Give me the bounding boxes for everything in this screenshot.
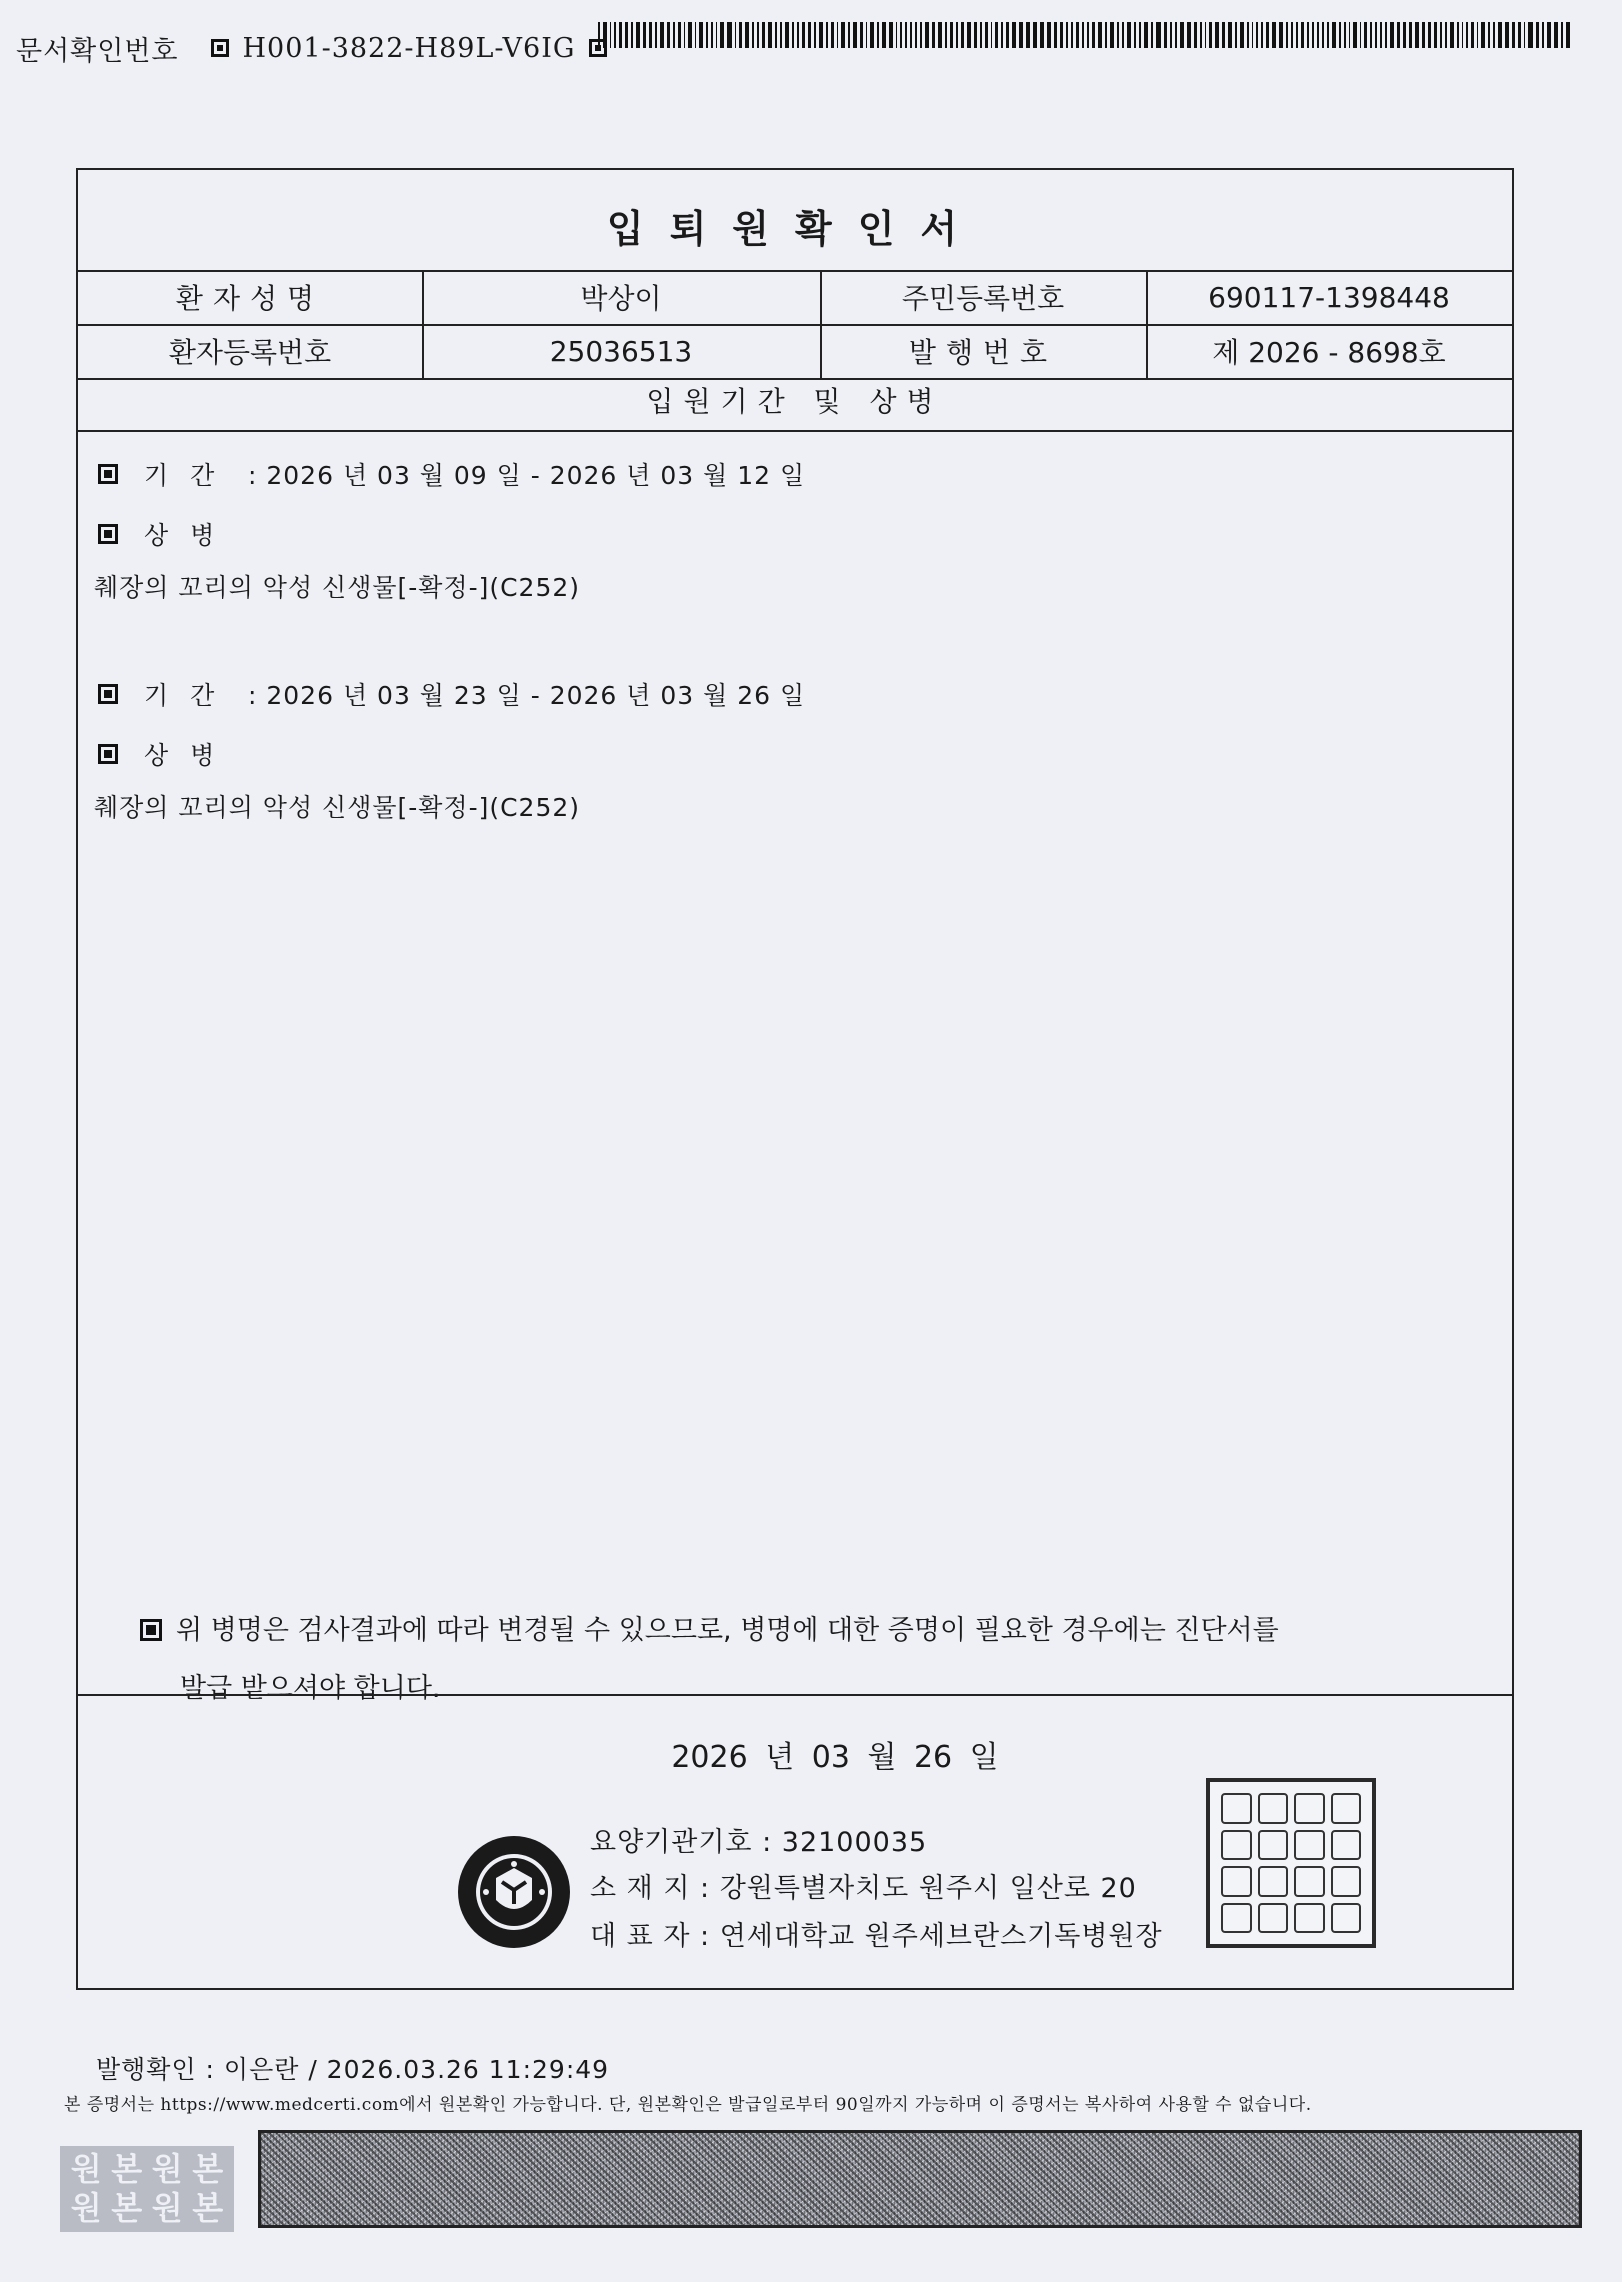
- barcode-bar: [910, 22, 912, 48]
- barcode-bar: [1144, 22, 1148, 48]
- barcode-bar: [1026, 22, 1030, 48]
- barcode-bar: [870, 22, 873, 48]
- seal-glyph: [1331, 1793, 1362, 1824]
- doc-check-number: H001-3822-H89L-V6IG: [242, 32, 576, 64]
- seal-glyph: [1331, 1866, 1362, 1897]
- barcode-bar: [848, 22, 850, 48]
- barcode-bar: [950, 22, 952, 48]
- barcode-bar: [1110, 22, 1114, 48]
- barcode-bar: [1360, 22, 1362, 48]
- period-label: 기간: [144, 461, 237, 490]
- barcode-bar: [735, 22, 737, 48]
- verification-note: 본 증명서는 https://www.medcerti.com에서 원본확인 가능합니다. 단, 원본확인은 발급일로부터 90일까지 가능하며 이 증명서는 복사하여 사용할 수 없습니다.: [64, 2095, 1312, 2115]
- barcode-bar: [1370, 22, 1372, 48]
- document-check-line: [16, 28, 621, 68]
- barcode-bar: [1209, 22, 1212, 48]
- barcode-bar: [1001, 22, 1003, 48]
- barcode-bar: [1493, 22, 1495, 48]
- patient-reg-label: 환자등록번호: [168, 336, 332, 369]
- stamp-char: 본: [111, 2189, 143, 2227]
- barcode-bar: [1317, 22, 1319, 48]
- barcode-bar: [826, 22, 828, 48]
- barcode-bar: [1547, 22, 1551, 48]
- barcode-bar: [1279, 22, 1283, 48]
- barcode-bar: [853, 22, 857, 48]
- barcode-bar: [619, 22, 621, 48]
- barcode-bar: [660, 22, 664, 48]
- barcode-bar: [956, 22, 958, 48]
- square-bullet-icon: [98, 744, 118, 764]
- barcode-bar: [889, 22, 892, 48]
- barcode-bar: [1505, 22, 1509, 48]
- barcode-bar: [1415, 22, 1419, 48]
- barcode-bar: [1122, 22, 1124, 48]
- barcode-bar: [1445, 22, 1447, 48]
- barcode-bar: [1098, 22, 1101, 48]
- barcode-bar: [860, 22, 862, 48]
- barcode-bar: [819, 22, 823, 48]
- barcode-bar: [636, 22, 640, 48]
- barcode-bar: [1390, 22, 1394, 48]
- barcode-bar: [699, 22, 702, 48]
- document-title: 입퇴원확인서: [606, 207, 984, 251]
- diagnosis-label: 상병: [144, 521, 237, 550]
- barcode-bar: [1194, 22, 1196, 48]
- seal-glyph: [1221, 1866, 1252, 1897]
- barcode-bar: [920, 22, 922, 48]
- square-bullet-icon: [98, 464, 118, 484]
- barcode-bar: [625, 22, 628, 48]
- barcode-bar: [678, 22, 680, 48]
- patient-reg: 25036513: [549, 334, 693, 368]
- issue-number: 제 2026 - 8698호: [1212, 336, 1446, 369]
- barcode-bar: [1076, 22, 1078, 48]
- barcode-bar: [1252, 22, 1254, 48]
- notice-line-1: 위 병명은 검사결과에 따라 변경될 수 있으므로, 병명에 대한 증명이 필요한 경우에는 진단서를: [176, 1615, 1279, 1646]
- barcode-bar: [985, 22, 987, 48]
- representative-label: 대 표 자 :: [590, 1921, 711, 1952]
- address-label: 소 재 지 :: [590, 1873, 711, 1904]
- square-bullet-icon: [211, 39, 229, 57]
- barcode-bar: [1256, 22, 1258, 48]
- barcode-bar: [1512, 22, 1515, 48]
- seal-glyph: [1221, 1793, 1252, 1824]
- barcode-bar: [1307, 22, 1309, 48]
- period-row: [98, 676, 805, 712]
- barcode-bar: [1477, 22, 1479, 48]
- diagnosis-text: 췌장의 꼬리의 악성 신생물[-확정-](C252): [94, 793, 581, 822]
- security-pattern: [258, 2130, 1582, 2228]
- barcode-bar: [802, 22, 805, 48]
- barcode-bar: [1301, 22, 1303, 48]
- barcode-bar: [1296, 22, 1298, 48]
- barcode-bar: [1561, 22, 1563, 48]
- barcode-bar: [1422, 22, 1425, 48]
- barcode-bar: [695, 22, 697, 48]
- barcode-bar: [610, 22, 612, 48]
- barcode-bar: [1012, 22, 1016, 48]
- barcode-bar: [655, 22, 657, 48]
- divider: [78, 1694, 1512, 1696]
- barcode-bar: [706, 22, 708, 48]
- stamp-char: 본: [111, 2150, 143, 2188]
- barcode-bar: [1040, 22, 1044, 48]
- doc-check-label: 문서확인번호: [16, 35, 179, 67]
- barcode-bar: [780, 22, 782, 48]
- stamp-char: 원: [70, 2189, 102, 2227]
- divider: [78, 430, 1512, 432]
- barcode-bar: [915, 22, 917, 48]
- barcode-bar: [684, 22, 686, 48]
- resident-id-label: 주민등록번호: [901, 282, 1065, 315]
- barcode-bar: [673, 22, 675, 48]
- barcode-bar: [1156, 22, 1160, 48]
- seal-glyph: [1294, 1866, 1325, 1897]
- barcode-bar: [905, 22, 907, 48]
- barcode-bar: [961, 22, 963, 48]
- barcode-bar: [882, 22, 886, 48]
- barcode-bar: [1518, 22, 1520, 48]
- barcode-bar: [1215, 22, 1218, 48]
- seal-glyph: [1221, 1903, 1252, 1934]
- barcode-bar: [1403, 22, 1406, 48]
- barcode-bar: [1047, 22, 1050, 48]
- barcode-bar: [1092, 22, 1095, 48]
- barcode-bar: [1528, 22, 1532, 48]
- barcode-bar: [1228, 22, 1232, 48]
- barcode-bar: [1440, 22, 1442, 48]
- barcode-bar: [1380, 22, 1382, 48]
- barcode-bar: [757, 22, 759, 48]
- barcode-bar: [727, 22, 731, 48]
- barcode-bar: [614, 22, 616, 48]
- barcode-bar: [1033, 22, 1037, 48]
- issuer-line: 발행확인 : 이은란 / 2026.03.26 11:29:49: [96, 2055, 610, 2084]
- barcode-bar: [938, 22, 942, 48]
- barcode-bar: [1542, 22, 1544, 48]
- address: 강원특별자치도 원주시 일산로 20: [719, 1873, 1137, 1904]
- original-stamp: [60, 2146, 234, 2232]
- barcode-bar: [1170, 22, 1172, 48]
- section-title: 입원기간 및 상병: [646, 385, 944, 418]
- barcode-bar: [1327, 22, 1329, 48]
- barcode-bar: [1524, 22, 1526, 48]
- barcode-bar: [1222, 22, 1225, 48]
- barcode-bar: [1291, 22, 1293, 48]
- resident-id: 690117-1398448: [1208, 280, 1450, 314]
- barcode-bar: [1353, 22, 1356, 48]
- seal-glyph: [1331, 1830, 1362, 1861]
- seal-glyph: [1294, 1903, 1325, 1934]
- barcode-bar: [643, 22, 646, 48]
- barcode-bar: [768, 22, 771, 48]
- barcode-bar: [1127, 22, 1130, 48]
- university-emblem-icon: [456, 1834, 572, 1950]
- barcode-bar: [1019, 22, 1023, 48]
- barcode-bar: [792, 22, 794, 48]
- barcode-bar: [1375, 22, 1377, 48]
- seal-glyph: [1294, 1793, 1325, 1824]
- barcode-bar: [1266, 22, 1269, 48]
- barcode-bar: [991, 22, 993, 48]
- barcode-bar: [1117, 22, 1119, 48]
- barcode-bar: [1066, 22, 1068, 48]
- institution-code-label: 요양기관기호 :: [590, 1827, 773, 1858]
- institution-code-line: [590, 1820, 927, 1859]
- barcode-bar: [1272, 22, 1276, 48]
- notice: [140, 1602, 1440, 1718]
- barcode-bar: [1498, 22, 1501, 48]
- stamp-char: 본: [192, 2150, 224, 2188]
- barcode-bar: [1332, 22, 1336, 48]
- notice-line-2: 발급 받으셔야 합니다.: [180, 1673, 441, 1704]
- barcode-bar: [1322, 22, 1324, 48]
- barcode-bar: [1087, 22, 1089, 48]
- period-value: : 2026 년 03 월 23 일 - 2026 년 03 월 26 일: [248, 681, 806, 710]
- barcode-bar: [598, 22, 600, 48]
- barcode-bar: [762, 22, 765, 48]
- barcode-bar: [900, 22, 902, 48]
- diagnosis-label: 상병: [144, 741, 237, 770]
- patient-name: 박상이: [580, 282, 662, 315]
- barcode-bar: [1200, 22, 1202, 48]
- barcode-bar: [667, 22, 670, 48]
- barcode-bar: [785, 22, 789, 48]
- barcode-bar: [1105, 22, 1107, 48]
- barcode-bar: [1344, 22, 1346, 48]
- barcode-bar: [932, 22, 935, 48]
- issue-date: 2026 년 03 월 26 일: [671, 1740, 999, 1775]
- barcode-bar: [1409, 22, 1411, 48]
- representative: 연세대학교 원주세브란스기독병원장: [719, 1921, 1163, 1952]
- representative-line: [590, 1914, 1163, 1953]
- barcode-bar: [1071, 22, 1073, 48]
- address-line: [590, 1866, 1137, 1905]
- patient-name-label: 환자성명: [175, 282, 325, 315]
- barcode-bar: [814, 22, 816, 48]
- stamp-char: 원: [70, 2150, 102, 2188]
- official-seal-stamp: [1206, 1778, 1376, 1948]
- barcode-bar: [711, 22, 713, 48]
- barcode-bar: [980, 22, 982, 48]
- seal-glyph: [1331, 1903, 1362, 1934]
- square-bullet-icon: [98, 684, 118, 704]
- barcode-bar: [1286, 22, 1288, 48]
- barcode-bar: [1471, 22, 1473, 48]
- seal-glyph: [1258, 1793, 1289, 1824]
- barcode-bar: [739, 22, 741, 48]
- barcode-bar: [745, 22, 749, 48]
- barcode-bar: [877, 22, 879, 48]
- institution-code: 32100035: [781, 1827, 928, 1858]
- diagnosis-row: [98, 516, 248, 552]
- barcode-bar: [831, 22, 833, 48]
- seal-glyph: [1221, 1830, 1252, 1861]
- barcode-bar: [1139, 22, 1141, 48]
- stamp-char: 원: [151, 2150, 183, 2188]
- barcode-bar: [896, 22, 898, 48]
- barcode-bar: [1566, 22, 1570, 48]
- barcode-bar: [1134, 22, 1136, 48]
- barcode-bar: [1235, 22, 1237, 48]
- stamp-char: 본: [192, 2189, 224, 2227]
- barcode-bar: [866, 22, 868, 48]
- barcode-bar: [1450, 22, 1454, 48]
- barcode-bar: [1054, 22, 1057, 48]
- barcode-bar: [1151, 22, 1153, 48]
- barcode-bar: [775, 22, 777, 48]
- barcode-bar: [1205, 22, 1207, 48]
- barcode-bar: [603, 22, 606, 48]
- barcode-bar: [1006, 22, 1008, 48]
- barcode-bar: [1261, 22, 1263, 48]
- barcode-bar: [631, 22, 633, 48]
- barcode-bar: [1462, 22, 1464, 48]
- barcode-bar: [1187, 22, 1191, 48]
- square-bullet-icon: [140, 1619, 162, 1641]
- barcode-bar: [1397, 22, 1399, 48]
- barcode-bar: [688, 22, 691, 48]
- issue-number-label: 발행번호: [908, 336, 1058, 369]
- square-bullet-icon: [98, 524, 118, 544]
- barcode-bar: [1180, 22, 1184, 48]
- seal-glyph: [1258, 1830, 1289, 1861]
- barcode-bar: [967, 22, 971, 48]
- seal-glyph: [1258, 1903, 1289, 1934]
- barcode-bar: [1364, 22, 1366, 48]
- barcode-bar: [1175, 22, 1177, 48]
- barcode-bar: [1428, 22, 1431, 48]
- diagnosis-text: 췌장의 꼬리의 악성 신생물[-확정-](C252): [94, 573, 581, 602]
- barcode-bar: [649, 22, 651, 48]
- barcode-bar: [1247, 22, 1249, 48]
- barcode-bar: [1060, 22, 1063, 48]
- barcode-bar: [797, 22, 799, 48]
- certificate-form: [76, 168, 1514, 1990]
- barcode-bar: [1312, 22, 1314, 48]
- barcode: [598, 22, 1574, 48]
- barcode-bar: [1339, 22, 1341, 48]
- barcode-bar: [1481, 22, 1484, 48]
- seal-glyph: [1258, 1866, 1289, 1897]
- barcode-bar: [1082, 22, 1084, 48]
- barcode-bar: [841, 22, 845, 48]
- barcode-bar: [1385, 22, 1387, 48]
- barcode-bar: [945, 22, 947, 48]
- barcode-bar: [995, 22, 998, 48]
- barcode-bar: [808, 22, 810, 48]
- seal-glyph: [1294, 1830, 1325, 1861]
- barcode-bar: [925, 22, 928, 48]
- barcode-bar: [1554, 22, 1557, 48]
- barcode-bar: [1466, 22, 1468, 48]
- period-label: 기간: [144, 681, 237, 710]
- barcode-bar: [1349, 22, 1351, 48]
- barcode-bar: [752, 22, 754, 48]
- barcode-bar: [837, 22, 839, 48]
- barcode-bar: [1434, 22, 1436, 48]
- barcode-bar: [1488, 22, 1490, 48]
- period-row: [98, 456, 805, 492]
- barcode-bar: [720, 22, 724, 48]
- barcode-bar: [716, 22, 718, 48]
- barcode-bar: [974, 22, 976, 48]
- barcode-bar: [1457, 22, 1459, 48]
- period-value: : 2026 년 03 월 09 일 - 2026 년 03 월 12 일: [248, 461, 806, 490]
- diagnosis-row: [98, 736, 248, 772]
- barcode-bar: [1164, 22, 1167, 48]
- barcode-bar: [1536, 22, 1539, 48]
- barcode-bar: [1240, 22, 1244, 48]
- stamp-char: 원: [151, 2189, 183, 2227]
